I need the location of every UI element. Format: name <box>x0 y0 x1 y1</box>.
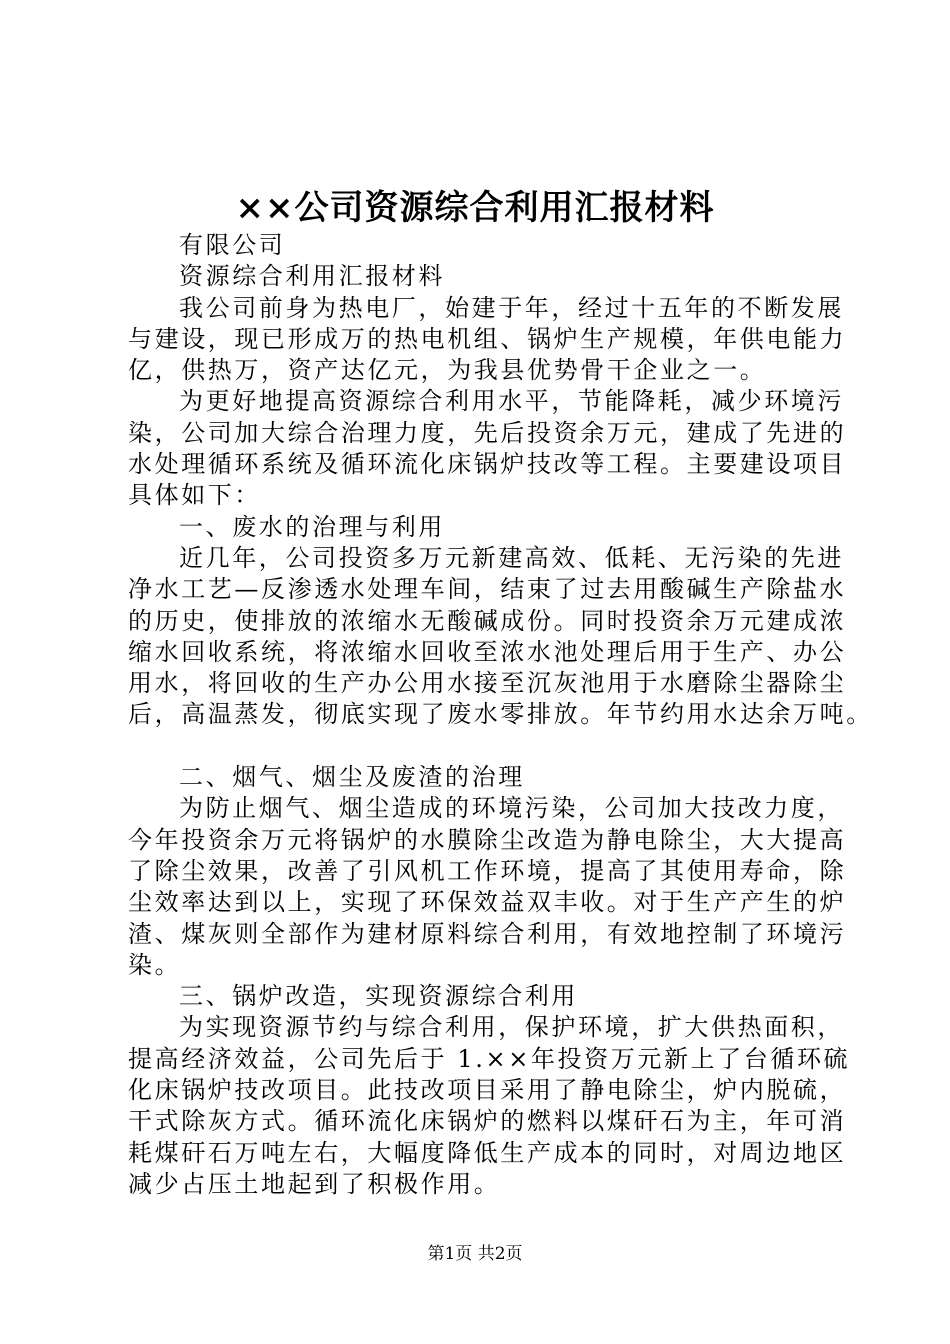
text-line: 具体如下： <box>128 481 261 510</box>
page-footer: 第1页 共2页 <box>427 1244 523 1264</box>
text-line: 为防止烟气、烟尘造成的环境污染，公司加大技改力度， <box>179 794 844 823</box>
text-line: 有限公司 <box>179 231 286 259</box>
text-line: 二、烟气、烟尘及废渣的治理 <box>179 763 525 792</box>
text-line: 减少占压土地起到了积极作用。 <box>128 1169 501 1198</box>
text-line: 净水工艺—反渗透水处理车间，结束了过去用酸碱生产除盐水 <box>128 575 847 604</box>
text-line: 亿，供热万，资产达亿元，为我县优势骨干企业之一。 <box>128 356 767 385</box>
document-title: ××公司资源综合利用汇报材料 <box>235 188 715 228</box>
document-body <box>128 230 873 1200</box>
text-line: 今年投资余万元将锅炉的水膜除尘改造为静电除尘，大大提高 <box>128 825 847 854</box>
text-line: 渣、煤灰则全部作为建材原料综合利用，有效地控制了环境污 <box>128 919 847 948</box>
blank-line <box>128 731 858 762</box>
text-line: 资源综合利用汇报材料 <box>179 262 445 291</box>
text-line: 与建设，现已形成万的热电机组、锅炉生产规模，年供电能力 <box>128 324 847 353</box>
text-line: 化床锅炉技改项目。此技改项目采用了静电除尘，炉内脱硫， <box>128 1076 847 1105</box>
text-line: 为更好地提高资源综合利用水平，节能降耗，减少环境污 <box>179 387 844 416</box>
text-line: 近几年，公司投资多万元新建高效、低耗、无污染的先进 <box>179 543 844 572</box>
text-line: 用水，将回收的生产办公用水接至沉灰池用于水磨除尘器除尘 <box>128 669 847 698</box>
text-line: 为实现资源节约与综合利用，保护环境，扩大供热面积， <box>179 1013 844 1042</box>
text-line: 染。 <box>128 950 182 979</box>
text-line: 后，高温蒸发，彻底实现了废水零排放。年节约用水达余万吨。 <box>128 700 873 729</box>
text-line: 缩水回收系统，将浓缩水回收至浓水池处理后用于生产、办公 <box>128 637 847 666</box>
text-line: 染，公司加大综合治理力度，先后投资余万元，建成了先进的 <box>128 418 847 447</box>
text-line: 一、废水的治理与利用 <box>179 512 445 541</box>
text-line: 了除尘效果，改善了引风机工作环境，提高了其使用寿命，除 <box>128 856 847 885</box>
text-line: 提高经济效益，公司先后于 1.××年投资万元新上了台循环硫 <box>128 1044 851 1073</box>
text-line: 尘效率达到以上，实现了环保效益双丰收。对于生产产生的炉 <box>128 888 847 917</box>
text-line: 三、锅炉改造，实现资源综合利用 <box>179 982 578 1011</box>
text-line: 我公司前身为热电厂，始建于年，经过十五年的不断发展 <box>179 293 844 322</box>
text-line: 干式除灰方式。循环流化床锅炉的燃料以煤矸石为主，年可消 <box>128 1107 847 1136</box>
text-line: 水处理循环系统及循环流化床锅炉技改等工程。主要建设项目 <box>128 450 847 479</box>
text-line: 的历史，使排放的浓缩水无酸碱成份。同时投资余万元建成浓 <box>128 606 847 635</box>
text-line: 耗煤矸石万吨左右，大幅度降低生产成本的同时，对周边地区 <box>128 1138 847 1167</box>
